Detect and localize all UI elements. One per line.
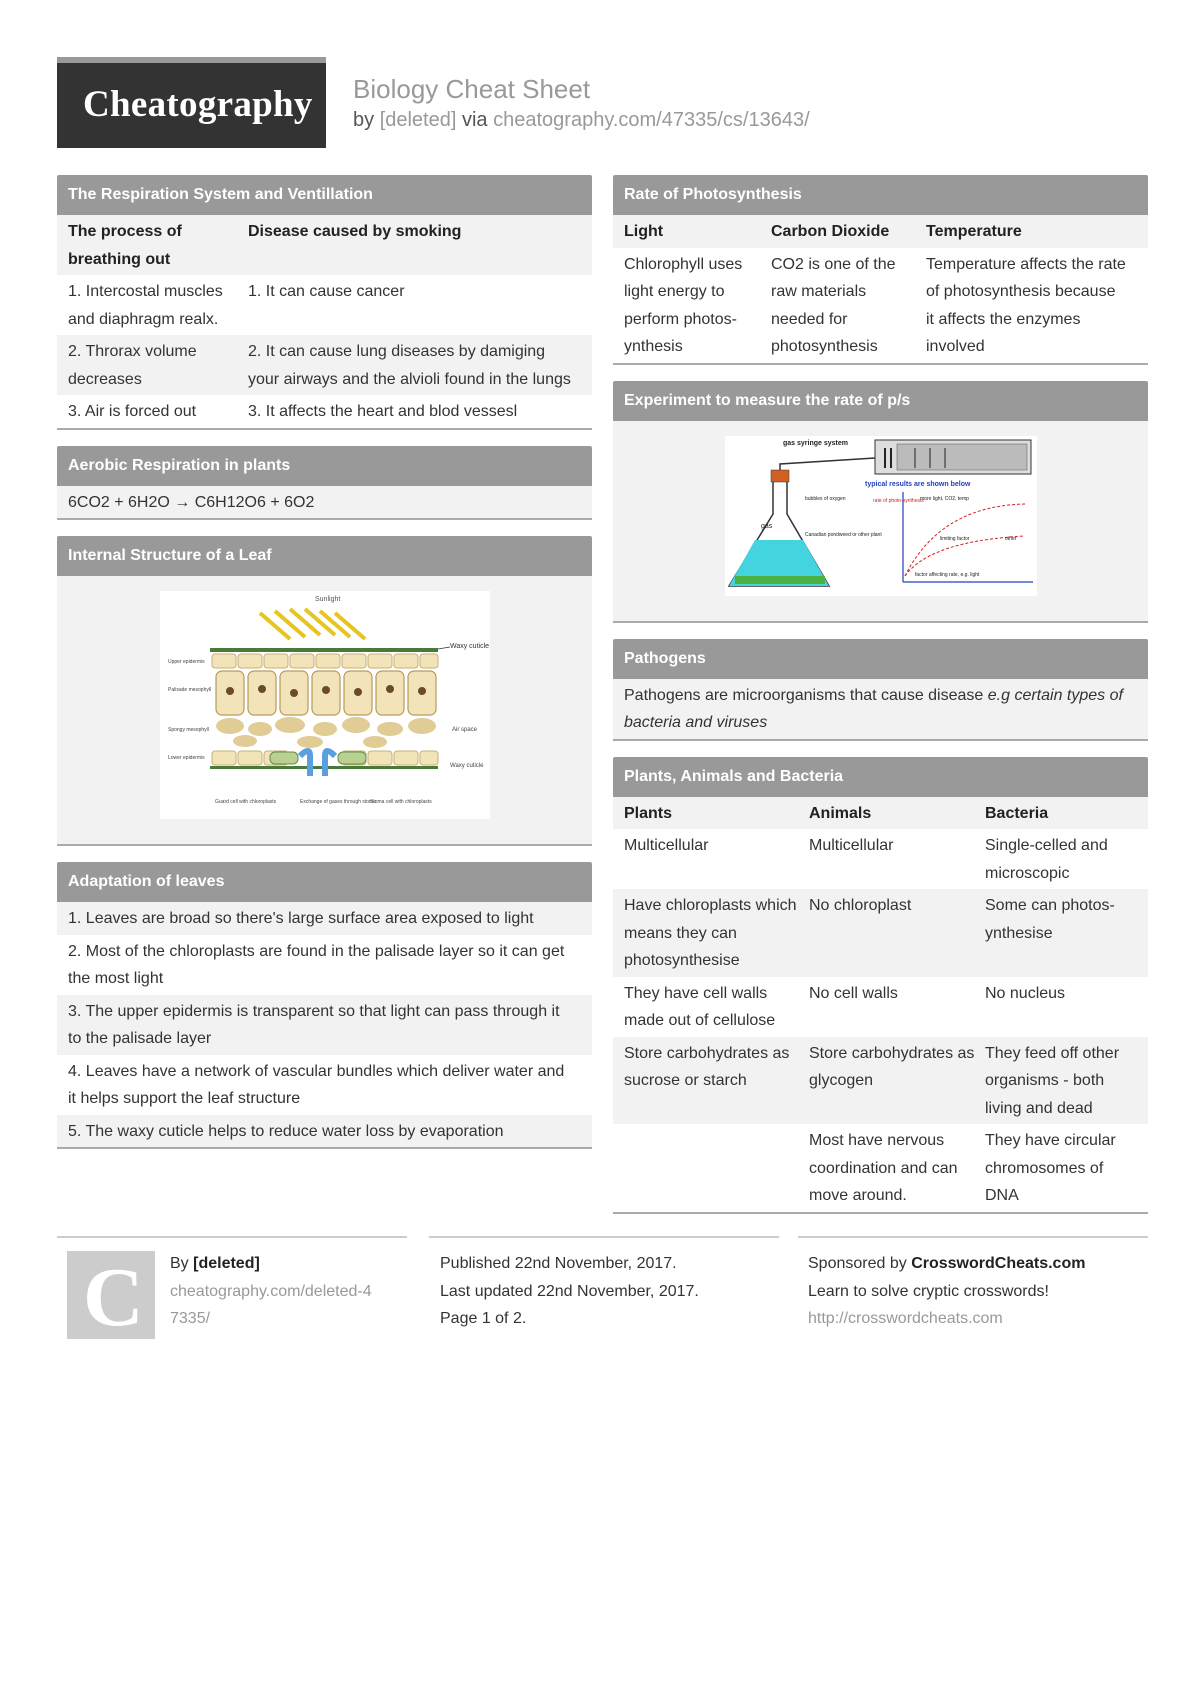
section-title: The Respiration System and Ventillation bbox=[57, 175, 592, 215]
column-header: Temperature bbox=[926, 223, 1022, 240]
list-item bbox=[57, 1055, 592, 1115]
table-cell: 2. It can cause lung diseases by damiging your airways and the alvioli found in the lungs bbox=[248, 343, 571, 388]
leaf-diagram bbox=[160, 591, 490, 819]
table-cell: 3. It affects the heart and blod vessesl bbox=[248, 403, 518, 420]
table-row bbox=[613, 977, 1148, 1037]
section-title: Aerobic Respiration in plants bbox=[57, 446, 592, 486]
column-header: Animals bbox=[809, 804, 872, 822]
sponsor-url[interactable]: http://crosswordcheats.com bbox=[808, 1310, 1003, 1327]
table-cell: Have chloroplasts which means they can photosynthesise bbox=[624, 897, 797, 969]
equation-text: 6CO2 + 6H2O → C6H12O6 + 6O2 bbox=[68, 493, 315, 511]
results-label: typical results are shown below bbox=[864, 480, 970, 488]
published-date: Published 22nd November, 2017. bbox=[440, 1255, 677, 1272]
table-cell: Store carbohydrates as glycogen bbox=[809, 1044, 975, 1089]
table-cell: They have cell walls made out of cellulose bbox=[624, 984, 776, 1029]
table-header-row bbox=[613, 215, 1148, 248]
table-cell: They have circular chromosomes of DNA bbox=[985, 1132, 1116, 1204]
curve2-label: limiting factor bbox=[939, 535, 969, 542]
section-title: Pathogens bbox=[613, 639, 1148, 679]
equation-row bbox=[57, 486, 592, 519]
pathogen-definition: Pathogens are microorganisms that cause disease bbox=[624, 686, 988, 704]
list-item bbox=[57, 995, 592, 1055]
right-column bbox=[613, 175, 1148, 1230]
section-rate bbox=[613, 175, 1148, 365]
column-header: Disease caused by smoking bbox=[248, 223, 462, 240]
list-item bbox=[57, 935, 592, 995]
sponsor-prefix: Sponsored by bbox=[808, 1255, 907, 1272]
footer-author-link[interactable]: [deleted] bbox=[193, 1255, 260, 1272]
section-title: Adaptation of leaves bbox=[57, 862, 592, 902]
list-item bbox=[57, 1115, 592, 1148]
waxy-cuticle-bottom-label: Waxy cuticle bbox=[449, 763, 483, 769]
table-cell bbox=[624, 1127, 809, 1210]
footer-divider bbox=[57, 1236, 407, 1238]
pathogen-example: e.g certain types of bacteria and viruses bbox=[624, 686, 1123, 731]
gas-syringe bbox=[875, 440, 1031, 474]
section-leaf bbox=[57, 536, 592, 846]
table-cell: No chloroplast bbox=[809, 897, 912, 914]
byline bbox=[353, 109, 810, 132]
table-cell: No cell walls bbox=[809, 984, 898, 1002]
waxy-cuticle-top bbox=[210, 648, 438, 652]
footer-divider bbox=[429, 1236, 779, 1238]
table-row bbox=[613, 889, 1148, 977]
column-header: Carbon Dioxide bbox=[771, 223, 890, 240]
footer-divider bbox=[798, 1236, 1148, 1238]
author-avatar[interactable] bbox=[67, 1251, 155, 1344]
guard-cell-label: Guard cell with chloroplasts bbox=[214, 799, 276, 805]
section-plants-animals-bacteria bbox=[613, 757, 1148, 1214]
table-cell: Store carbohydrates as sucrose or starch bbox=[624, 1044, 790, 1089]
footer bbox=[57, 1236, 1148, 1346]
list-item-text: 3. The upper epidermis is transparent so that light can pass through it to the palisade layer bbox=[68, 1002, 560, 1047]
gas-label: gas bbox=[760, 522, 772, 530]
sheet-url-link[interactable]: cheatography.com/47335/cs/13643/ bbox=[493, 109, 810, 131]
sponsor-info bbox=[808, 1250, 1085, 1333]
waxy-cuticle-label: Waxy cuticle bbox=[449, 643, 489, 650]
avatar-letter: C bbox=[83, 1251, 144, 1344]
lower-epidermis-label: Lower epidermis bbox=[167, 755, 205, 761]
table-cell: 3. Air is forced out bbox=[68, 403, 197, 420]
list-item-text: 5. The waxy cuticle helps to reduce water loss by evaporation bbox=[68, 1122, 504, 1140]
experiment-diagram bbox=[725, 436, 1037, 596]
table-cell: Some can photos-ynthesise bbox=[985, 897, 1115, 942]
rate-axis-label: rate of photo-synthesis bbox=[872, 497, 924, 504]
table-row bbox=[57, 335, 592, 395]
section-title: Plants, Animals and Bacteria bbox=[613, 757, 1148, 797]
gas-exchange-label: Exchange of gases through stoma bbox=[299, 799, 376, 805]
section-experiment bbox=[613, 381, 1148, 623]
table-cell: Multicellular bbox=[809, 837, 894, 854]
table-row bbox=[57, 395, 592, 428]
table-row bbox=[613, 1124, 1148, 1212]
left-column bbox=[57, 175, 592, 1165]
table-cell: 2. Throrax volume decreases bbox=[68, 343, 197, 388]
table-cell: Temperature affects the rate of photosynthesis because it affects the enzymes involved bbox=[926, 255, 1126, 355]
column-header: The process of breathing out bbox=[68, 223, 182, 268]
column-header: Light bbox=[624, 223, 664, 240]
table-cell: CO2 is one of the raw materials needed for photosynthesis bbox=[771, 255, 896, 355]
palisade-label: Palisade mesophyll bbox=[167, 687, 211, 693]
table-header-row bbox=[57, 215, 592, 275]
by-prefix: by bbox=[353, 109, 375, 131]
table-row bbox=[613, 1037, 1148, 1125]
table-cell: They feed off other organisms - both living and dead bbox=[985, 1044, 1120, 1117]
sponsor-link[interactable]: CrosswordCheats.com bbox=[911, 1255, 1086, 1272]
table-cell: Chlorophyll uses light energy to perform photos-ynthesis bbox=[624, 255, 743, 355]
section-adaptation bbox=[57, 862, 592, 1149]
sunlight-label: Sunlight bbox=[314, 596, 340, 603]
table-cell: 1. Intercostal muscles and diaphragm realx. bbox=[68, 283, 223, 328]
list-item-text: 1. Leaves are broad so there's large surface area exposed to light bbox=[68, 910, 534, 927]
other-label: other bbox=[1004, 535, 1016, 542]
spongy-label: Spongy mesophyll bbox=[167, 727, 209, 733]
footer-by: By bbox=[170, 1255, 189, 1272]
sponsor-tagline: Learn to solve cryptic crosswords! bbox=[808, 1282, 1049, 1300]
cheatography-logo[interactable] bbox=[57, 57, 326, 148]
table-cell: Most have nervous coordination and can move around. bbox=[809, 1132, 958, 1204]
logo-text: Cheatography bbox=[83, 84, 313, 125]
leaf-figure-wrap bbox=[57, 576, 592, 844]
section-respiration bbox=[57, 175, 592, 430]
column-header: Plants bbox=[624, 804, 673, 822]
table-header-row bbox=[613, 797, 1148, 830]
plant-label: Canadian pondweed or other plant bbox=[804, 531, 882, 538]
upper-epidermis bbox=[212, 654, 438, 668]
author-info bbox=[170, 1250, 395, 1333]
list-item bbox=[57, 902, 592, 935]
list-item-text: 4. Leaves have a network of vascular bundles which deliver water and it helps support the leaf structure bbox=[68, 1062, 565, 1107]
x-axis-label: factor affecting rate, e.g. light bbox=[914, 571, 979, 578]
publish-info bbox=[440, 1250, 699, 1333]
table-cell: No nucleus bbox=[985, 984, 1066, 1002]
section-title: Internal Structure of a Leaf bbox=[57, 536, 592, 576]
table-row bbox=[57, 275, 592, 335]
section-pathogens bbox=[613, 639, 1148, 741]
pathogen-text bbox=[624, 682, 1137, 737]
column-header: Bacteria bbox=[985, 804, 1049, 822]
table-cell: 1. It can cause cancer bbox=[248, 283, 405, 300]
section-title: Experiment to measure the rate of p/s bbox=[613, 381, 1148, 421]
table-cell: Single-celled and microscopic bbox=[985, 837, 1108, 882]
section-title: Rate of Photosynthesis bbox=[613, 175, 1148, 215]
bubbles-label: bubbles of oxygen bbox=[804, 495, 846, 502]
airspace-label: Air space bbox=[451, 727, 477, 733]
experiment-figure-wrap bbox=[613, 421, 1148, 621]
section-aerobic bbox=[57, 446, 592, 521]
footer-author-url[interactable]: cheatography.com/deleted-47335/ bbox=[170, 1282, 372, 1327]
table-row bbox=[613, 829, 1148, 889]
author-link[interactable]: [deleted] bbox=[379, 109, 457, 131]
table-cell: Multicellular bbox=[624, 837, 709, 854]
curve1-label: more light, CO2, temp bbox=[919, 495, 969, 502]
page-number: Page 1 of 2. bbox=[440, 1310, 527, 1327]
page-title: Biology Cheat Sheet bbox=[353, 74, 591, 104]
list-item-text: 2. Most of the chloroplasts are found in the palisade layer so it can get the most light bbox=[68, 942, 565, 987]
syringe-label: gas syringe system bbox=[782, 439, 848, 447]
table-row bbox=[613, 248, 1148, 363]
upper-epidermis-label: Upper epidermis bbox=[167, 659, 205, 665]
updated-date: Last updated 22nd November, 2017. bbox=[440, 1282, 699, 1300]
stoma-label: Stoma cell with chloroplasts bbox=[369, 799, 432, 805]
via-text: via bbox=[461, 109, 488, 131]
pathogen-row bbox=[613, 679, 1148, 739]
